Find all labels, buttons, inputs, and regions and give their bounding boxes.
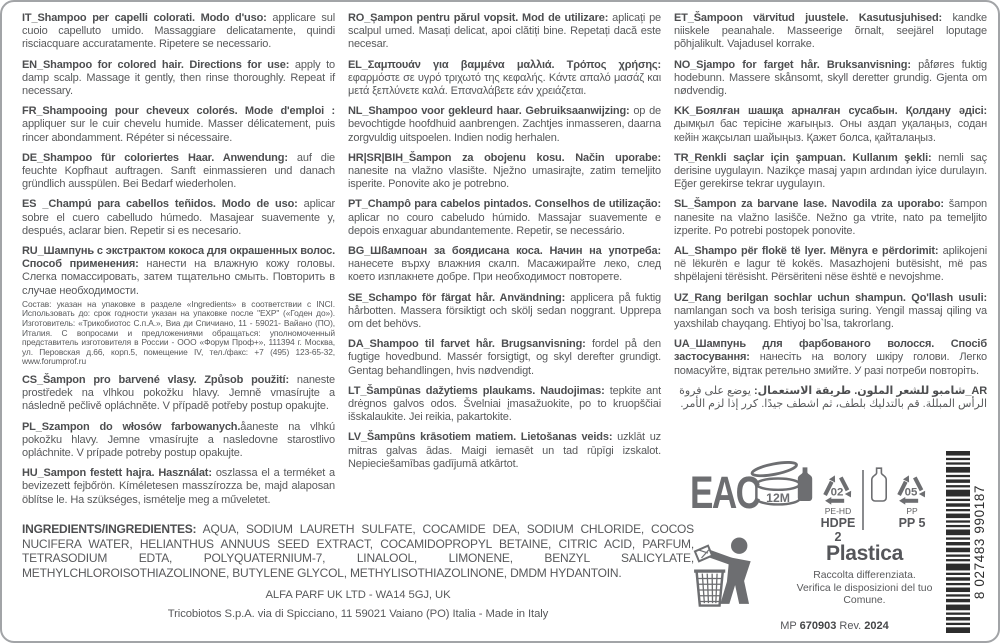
section-pl-lead: PL_Szampon do włosów farbowanych. <box>22 420 241 433</box>
section-ua-body: нанесіть на вологу шкіру голови. Легко помасуйте, відтак ретельно змийте. У разі потреби повторіть. <box>674 351 988 377</box>
section-hu-body: oszlassa el a terméket a bevizezett fejbőrön. Kíméletesen masszírozza be, majd alaposan öblítse le. Ha szükséges, ismételje meg a műveletet. <box>22 467 336 506</box>
section-lt-body: tepkite ant drėgnos galvos odos. Švelniai įmasažuokite, po to kruopščiai išskalaukite. Jei reikia, pakartokite. <box>348 384 662 424</box>
pp-icons-row <box>871 464 933 506</box>
section-en-body: apply to damp scalp. Massage it gently, then rinse thoroughly. Repeat if necessary. <box>22 58 336 98</box>
hdpe-code: HDPE 2 <box>820 516 856 544</box>
section-fr <box>22 105 335 145</box>
section-sl-lead: SL_Šampon za barvane lase. Navodila za uporabo: <box>674 198 944 211</box>
section-al-body: aplikojeni në lëkurën e lagur të kokës. Masazhojeni butësisht, më pas shpëlajeni tërësisht. Përsëriteni nëse është e nevojshme. <box>674 245 987 284</box>
section-nl-lead: NL_Shampoo voor gekleurd haar. Gebruiksaanwijzing: <box>348 105 630 118</box>
section-el-lead: EL_Σαμπουάν για βαμμένα μαλλιά. Τρόπος χρήσης: <box>348 58 661 71</box>
section-no-lead: NO_Sjampo for farget hår. Bruksanvisning: <box>674 58 911 71</box>
section-ar-lead: AR_شامبو للشعر الملون. طريقة الاستعمال: <box>753 384 987 397</box>
eac-conformity-icon: EAC <box>690 467 760 518</box>
section-no <box>674 59 987 99</box>
section-ru <box>22 245 335 367</box>
section-hr-body: nanesite na vlažno vlasište. Nježno umasirajte, zatim temeljito isperite. Ponovite ako je potrebno. <box>348 165 661 191</box>
section-no-body: påføres fuktig hodebunn. Massere skånsomt, skyll deretter grundig. Gjenta om nødvendig. <box>674 58 987 98</box>
ru-manufacturer-note: Состав: указан на упаковке в разделе «Ingredients» в соответствии с INCI. Использовать до: срок годности указан на упаковке после "EXP" («Годен до»). Изготовитель: «Трикобиотос С.п.А.», Виа ди Спичиано, 11 - 59021- Вайано (ПО), Италия. С вопросами и предложениями обращаться: уполномоченный представитель изготовителя в России - ООО «Форум Проф+», 111394 г. Москва, ул. Перовская д.66, корп.5, помещение IV, тел./факс: +7 (495) 123-65-32, www.forumprof.ru <box>22 298 335 367</box>
section-nl <box>348 105 661 145</box>
section-ar <box>674 385 987 411</box>
section-en <box>22 59 335 99</box>
pp-code: PP 5 <box>898 516 926 530</box>
section-ro <box>348 12 661 52</box>
section-cs <box>22 374 335 414</box>
recycle-triangle-02-icon <box>816 466 858 506</box>
section-es-body: aplicar sobre el cuero cabelludo húmedo. Masajear suavemente y, después, aclarar bien. Repetir si es necesario. <box>22 198 336 237</box>
recycling-note-line1: Raccolta differenziata. <box>813 570 916 581</box>
section-da-body: fordel på den fugtige hovedbund. Massér forsigtigt, og skyl derefter grundigt. Gentag behandlingen, hvis nødvendigt. <box>348 338 661 377</box>
hdpe-abbr: PE-HD <box>824 506 852 516</box>
section-ro-body: aplicați pe scalpul umed. Masați delicat, apoi clătiți bine. Repetați dacă este necesar. <box>348 12 661 51</box>
section-da <box>348 338 661 378</box>
hdpe-icons-row <box>797 464 859 506</box>
section-cs-lead: CS_Šampon pro barvené vlasy. Způsob použití: <box>22 374 289 387</box>
section-el-body: εφαρμόστε σε υγρό τριχωτό της κεφαλής. Κάντε απαλό μασάζ και μετά ξεπλύνετε καλά. Επαναλάβετε εάν χρειάζεται. <box>348 71 661 98</box>
print-ref-prefix: MP <box>780 620 797 632</box>
section-ua-lead: UA_Шампунь для фарбованого волосся. Спосіб застосування: <box>674 338 987 364</box>
section-al-lead: AL_Shampo për flokë të lyer. Mënyra e përdorimit: <box>674 245 939 258</box>
section-el <box>348 59 661 99</box>
section-uz <box>674 292 987 332</box>
section-lv-body: uzklāt uz mitras galvas ādas. Maigi iemasēt un tad rūpīgi izskalot. Nepieciešamības gadījumā atkārtot. <box>348 431 662 470</box>
bottle-filled-icon <box>797 464 813 506</box>
section-kk <box>674 105 987 145</box>
section-kk-lead: KK_Боялған шашқа арналған сусабын. Қолдану әдісі: <box>674 105 987 118</box>
recycling-note <box>777 570 952 608</box>
section-pt-lead: PT_Champô para cabelos pintados. Conselhos de utilização: <box>348 198 661 211</box>
section-al <box>674 245 987 285</box>
ingredients-block <box>22 522 694 620</box>
manufacturer-address: Tricobiotos S.p.A. via di Spicciano, 11 59021 Vaiano (PO) Italia - Made in Italy <box>167 608 549 621</box>
barcode-digits: 8 027483 990187 <box>972 484 987 600</box>
hdpe-labels <box>817 506 859 544</box>
column-2 <box>348 12 661 514</box>
section-ar-body: يوضع على فروة الرأس المبللة. قم بالتدليك بلطف، ثم اشطف جيدًا. كرر إذا لزم الأمر. <box>679 384 987 411</box>
hdpe-number: 02 <box>830 486 844 499</box>
section-nl-body: op de bevochtigde hoofdhuid aanbrengen. Zachtjes inmasseren, daarna zorgvuldig uitspoelen. Indien nodig herhalen. <box>348 105 662 144</box>
pao-duration-label: 12M <box>766 491 790 506</box>
pp-labels <box>891 506 933 530</box>
barcode-bars <box>946 451 970 633</box>
section-ro-lead: RO_Șampon pentru părul vopsit. Mod de utilizare: <box>348 12 609 24</box>
section-uz-lead: UZ_Rang berilgan sochlar uchun shampun. Qo'llash usuli: <box>674 291 987 304</box>
section-lv <box>348 431 661 471</box>
recycling-note-line2: Verifica le disposizioni del tuo Comune. <box>796 582 933 606</box>
section-de-body: auf die feuchte Kopfhaut auftragen. Sanft einmassieren und danach gründlich ausspülen. Bei Bedarf wiederholen. <box>22 151 336 191</box>
section-tr-body: nemli saç derisine uygulayın. Nazikçe masaj yapın ardından iyice durulayın. Eğer gerekirse tekrar uygulayın. <box>674 151 987 191</box>
ingredients-heading: INGREDIENTS/INGREDIENTES: <box>22 522 197 536</box>
print-ref-rev-label: Rev. <box>839 620 862 632</box>
distributor-address: ALFA PARF UK LTD - WA14 5GJ, UK <box>265 589 451 602</box>
recycling-instructions <box>777 542 952 608</box>
pp-abbr: PP <box>906 506 918 516</box>
section-it <box>22 12 335 52</box>
section-et-lead: ET_Šampoon värvitud juustele. Kasutusjuhised: <box>674 12 943 24</box>
section-pl <box>22 421 335 461</box>
section-lt-lead: LT_Šampūnas dažytiems plaukams. Naudojimas: <box>348 384 605 397</box>
section-bg <box>348 245 661 285</box>
tidyman-graphic <box>690 529 772 619</box>
section-es-lead: ES _Champú para cabellos teñidos. Modo de uso: <box>22 198 298 211</box>
section-hu-lead: HU_Sampon festett hajra. Használat: <box>22 467 212 480</box>
section-kk-body: дымқыл бас терісіне жағыңыз. Оны аздап уқалаңыз, содан кейін жақсылап шайыңыз. Қажет болса, қайталаңыз. <box>674 118 987 144</box>
section-es <box>22 198 335 238</box>
section-bg-body: нанесете върху влажния скалп. Масажирайте леко, след което изплакнете добре. При необходимост повторете. <box>348 258 661 284</box>
recycle-triangle-05-icon <box>890 466 932 506</box>
section-uz-body: namlangan soch va bosh terisiga suring. Yengil massaj qiling va yaxshilab chayqang. Ehtiyoj bo`lsa, takrorlang. <box>674 304 987 331</box>
section-et <box>674 12 987 52</box>
section-pl-body: åaneste na vlhkú pokožku hlavy. Jemne vmasírujte a nasledovne starostlivo opláchnite. V prípade potreby postup opakujte. <box>22 420 335 460</box>
print-ref-code: 670903 <box>799 620 837 632</box>
section-hr-lead: HR|SR|BIH_Šampon za obojenu kosu. Način uporabe: <box>348 151 661 164</box>
section-ru-lead: RU_Шампунь с экстрактом кокоса для окрашенных волос. Способ применения: <box>22 245 335 271</box>
section-pt <box>348 198 661 238</box>
multilingual-directions <box>22 12 988 514</box>
section-tr <box>674 152 987 192</box>
section-hu <box>22 467 335 507</box>
ean-barcode <box>946 448 986 636</box>
ingredients-list: AQUA, SODIUM LAURETH SULFATE, COCAMIDE DEA, SODIUM CHLORIDE, COCOS NUCIFERA WATER, HELIANTHUS ANNUUS SEED EXTRACT, COCAMIDOPROPYL BETAINE, CITRIC ACID, PARFUM, TETRASODIUM EDTA, POLYQUATERNIUM-7, LINALOOL, LIMONENE, BENZYL SALICYLATE, METHYLCHLOROISOTHIAZOLINONE, BUTYLENE GLYCOL, METHYLISOTHIAZOLINONE, DMDM HYDANTOIN. <box>22 522 694 580</box>
section-se-lead: SE_Schampo för färgat hår. Användning: <box>348 291 566 304</box>
section-fr-body: appliquer sur le cuir chevelu humide. Masser délicatement, puis rincer abondamment. Répéter si nécessaire. <box>22 118 335 144</box>
column-1 <box>22 12 335 514</box>
ingredients-paragraph <box>22 522 694 580</box>
section-et-body: kandke niiskele peanahale. Masseerige õrnalt, seejärel loputage põhjalikult. Vajadusel korrake. <box>674 12 988 51</box>
section-it-lead: IT_Shampoo per capelli colorati. Modo d'uso: <box>22 12 267 24</box>
section-se-body: applicera på fuktig hårbotten. Massera försiktigt och skölj sedan noggrant. Upprepa om det behövs. <box>348 291 661 331</box>
material-mark-pp <box>871 464 933 530</box>
material-mark-hdpe <box>797 464 859 544</box>
section-en-lead: EN_Shampoo for colored hair. Directions for use: <box>22 58 290 71</box>
section-de <box>22 152 335 192</box>
section-ua <box>674 338 987 378</box>
tidyman-litter-icon <box>690 529 772 624</box>
column-3 <box>674 12 987 514</box>
pp-number: 05 <box>904 486 918 499</box>
section-lt <box>348 385 661 425</box>
section-tr-lead: TR_Renkli saçlar için şampuan. Kullanım şekli: <box>674 151 932 164</box>
section-it-body: applicare sul cuoio capelluto umido. Massaggiare delicatamente, quindi risciacquare accuratamente. Ripetere se necessario. <box>22 12 335 51</box>
section-bg-lead: BG_Шßампоан за боядисана коса. Начин на употреба: <box>348 245 661 258</box>
section-cs-body: naneste prostředek na vlhkou pokožku hlavy. Jemně vmasírujte a následně pečlivě opláchněte. V případě potřeby postup opakujte. <box>22 374 336 413</box>
section-da-lead: DA_Shampoo til farvet hår. Brugsanvisning: <box>348 338 586 351</box>
bottle-outline-icon <box>871 464 887 506</box>
section-de-lead: DE_Shampoo für coloriertes Haar. Anwendung: <box>22 151 288 164</box>
recycling-material-title: Plastica <box>826 542 903 565</box>
section-sl <box>674 198 987 238</box>
section-pt-body: aplicar no couro cabeludo húmido. Massajar suavemente e depois enxaguar abundantemente. Repetir, se necessário. <box>348 211 661 237</box>
section-lv-lead: LV_Šampūns krāsotiem matiem. Lietošanas veids: <box>348 431 613 444</box>
print-ref-rev-year: 2024 <box>864 620 889 632</box>
section-hr-sr-bih <box>348 152 661 192</box>
print-reference <box>747 620 922 632</box>
section-se <box>348 292 661 332</box>
section-ru-body: нанести на влажную кожу головы. Слегка помассировать, затем тщательно смыть. Повторить в случае необходимости. <box>22 258 336 297</box>
section-sl-body: šampon nanesite na vlažno lasišče. Nežno ga vtrite, nato pa temeljito izperite. Po potrebi postopek ponovite. <box>674 198 987 237</box>
section-fr-lead: FR_Shampooing pour cheveux colorés. Mode d'emploi : <box>22 105 335 118</box>
material-marks-divider <box>862 470 864 530</box>
